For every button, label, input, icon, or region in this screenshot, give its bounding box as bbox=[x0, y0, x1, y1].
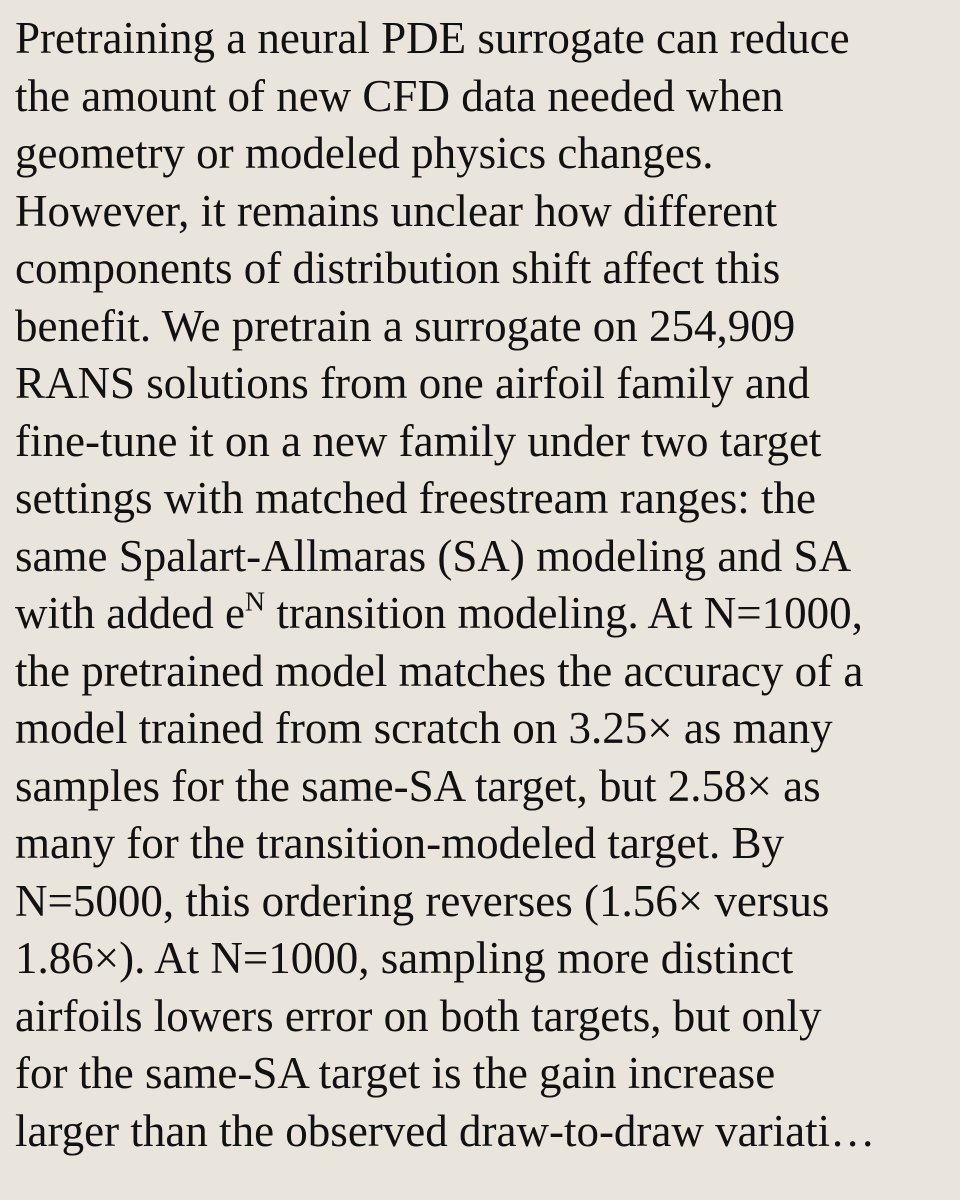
text-line: geometry or modeled physics changes. bbox=[15, 128, 714, 178]
text-line: benefit. We pretrain a surrogate on 254,909 bbox=[15, 300, 796, 351]
text-line: larger than the observed draw-to-draw variati… bbox=[15, 1105, 876, 1156]
text-line: 1.86×). At N=1000, sampling more distinct bbox=[15, 933, 794, 983]
text-line: RANS solutions from one airfoil family and bbox=[15, 358, 810, 408]
text-line: Pretraining a neural PDE surrogate can reduce bbox=[15, 13, 850, 63]
text-line: airfoils lowers error on both targets, but only bbox=[15, 990, 822, 1041]
text-segment: with added e bbox=[15, 588, 245, 638]
text-line: samples for the same-SA target, but 2.58× as bbox=[15, 760, 821, 811]
abstract-text bbox=[15, 10, 950, 1160]
text-line: However, it remains unclear how different bbox=[15, 185, 778, 236]
text-line: the amount of new CFD data needed when bbox=[15, 70, 784, 121]
text-line: model trained from scratch on 3.25× as many bbox=[15, 703, 833, 753]
text-line-with-superscript bbox=[15, 585, 950, 643]
text-segment: transition modeling. At N=1000, bbox=[265, 588, 863, 638]
text-line: the pretrained model matches the accuracy of a bbox=[15, 645, 864, 696]
text-line: many for the transition-modeled target. By bbox=[15, 818, 784, 868]
text-line: for the same-SA target is the gain increase bbox=[15, 1048, 776, 1098]
text-line: N=5000, this ordering reverses (1.56× versus bbox=[15, 875, 830, 926]
superscript-n: N bbox=[244, 586, 266, 618]
text-line: components of distribution shift affect this bbox=[15, 243, 781, 293]
text-line: settings with matched freestream ranges: the bbox=[15, 473, 816, 523]
text-line: fine-tune it on a new family under two target bbox=[15, 415, 822, 466]
text-line: same Spalart-Allmaras (SA) modeling and SA bbox=[15, 530, 852, 581]
